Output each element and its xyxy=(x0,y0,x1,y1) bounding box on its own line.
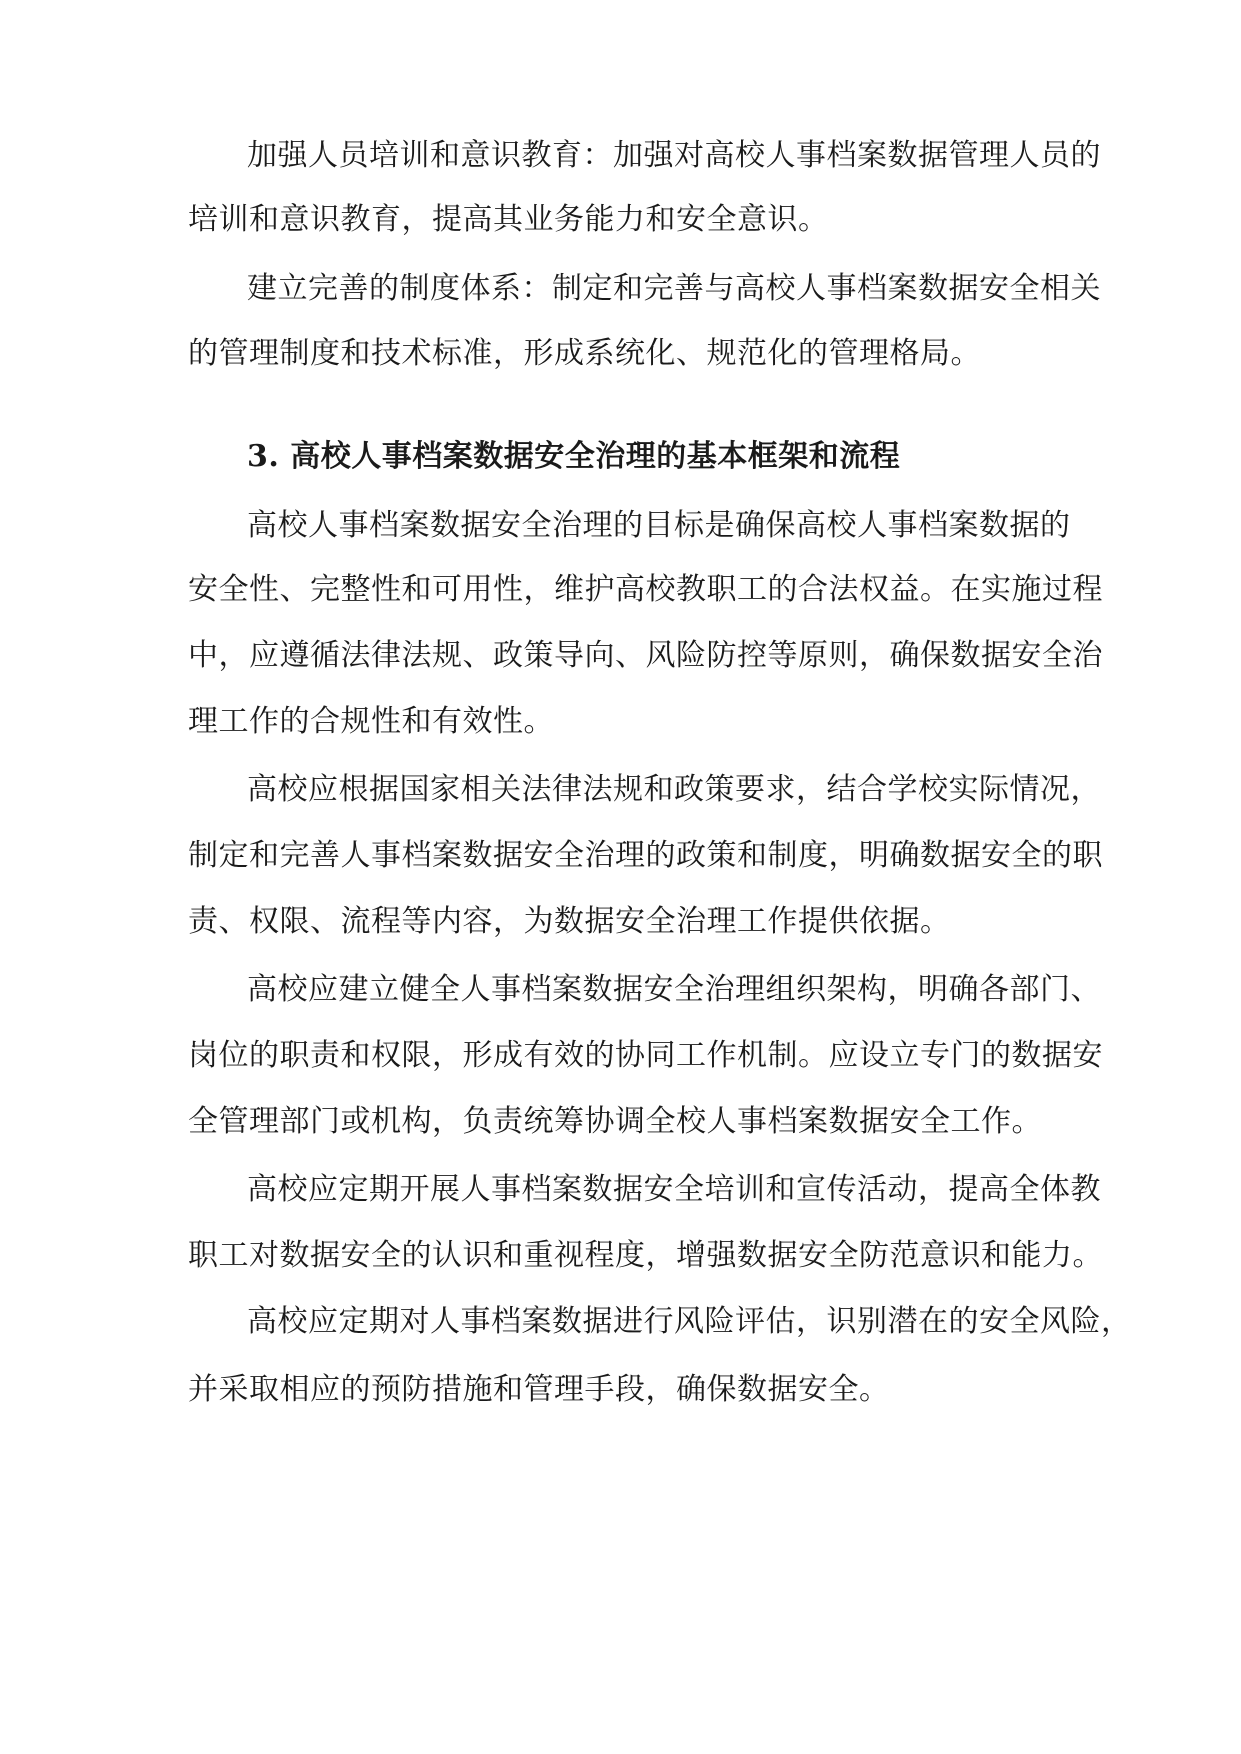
paragraph-line: 建立完善的制度体系：制定和完善与高校人事档案数据安全相关 xyxy=(247,271,1101,306)
paragraph-line: 的管理制度和技术标准，形成系统化、规范化的管理格局。 xyxy=(188,336,981,371)
paragraph-line: 高校应根据国家相关法律法规和政策要求，结合学校实际情况， xyxy=(247,772,1101,807)
paragraph-line: 培训和意识教育，提高其业务能力和安全意识。 xyxy=(188,202,829,237)
paragraph-line: 责、权限、流程等内容，为数据安全治理工作提供依据。 xyxy=(188,904,951,939)
paragraph-line: 全管理部门或机构，负责统筹协调全校人事档案数据安全工作。 xyxy=(188,1104,1042,1139)
section-heading: 3. 高校人事档案数据安全治理的基本框架和流程 xyxy=(247,439,901,474)
paragraph-line: 理工作的合规性和有效性。 xyxy=(188,704,554,739)
paragraph-line: 制定和完善人事档案数据安全治理的政策和制度，明确数据安全的职 xyxy=(188,838,1103,873)
paragraph-line: 高校应定期开展人事档案数据安全培训和宣传活动，提高全体教 xyxy=(247,1172,1101,1207)
paragraph-line: 加强人员培训和意识教育：加强对高校人事档案数据管理人员的 xyxy=(247,138,1101,173)
paragraph-line: 岗位的职责和权限，形成有效的协同工作机制。应设立专门的数据安 xyxy=(188,1038,1103,1073)
paragraph-line: 中，应遵循法律法规、政策导向、风险防控等原则，确保数据安全治 xyxy=(188,638,1103,673)
paragraph-line: 高校应建立健全人事档案数据安全治理组织架构，明确各部门、 xyxy=(247,972,1101,1007)
paragraph-line: 高校应定期对人事档案数据进行风险评估，识别潜在的安全风险， xyxy=(247,1304,1132,1339)
paragraph-line: 安全性、完整性和可用性，维护高校教职工的合法权益。在实施过程 xyxy=(188,572,1103,607)
paragraph-line: 并采取相应的预防措施和管理手段，确保数据安全。 xyxy=(188,1372,890,1407)
paragraph-line: 职工对数据安全的认识和重视程度，增强数据安全防范意识和能力。 xyxy=(188,1238,1103,1273)
paragraph-line: 高校人事档案数据安全治理的目标是确保高校人事档案数据的 xyxy=(247,508,1071,543)
